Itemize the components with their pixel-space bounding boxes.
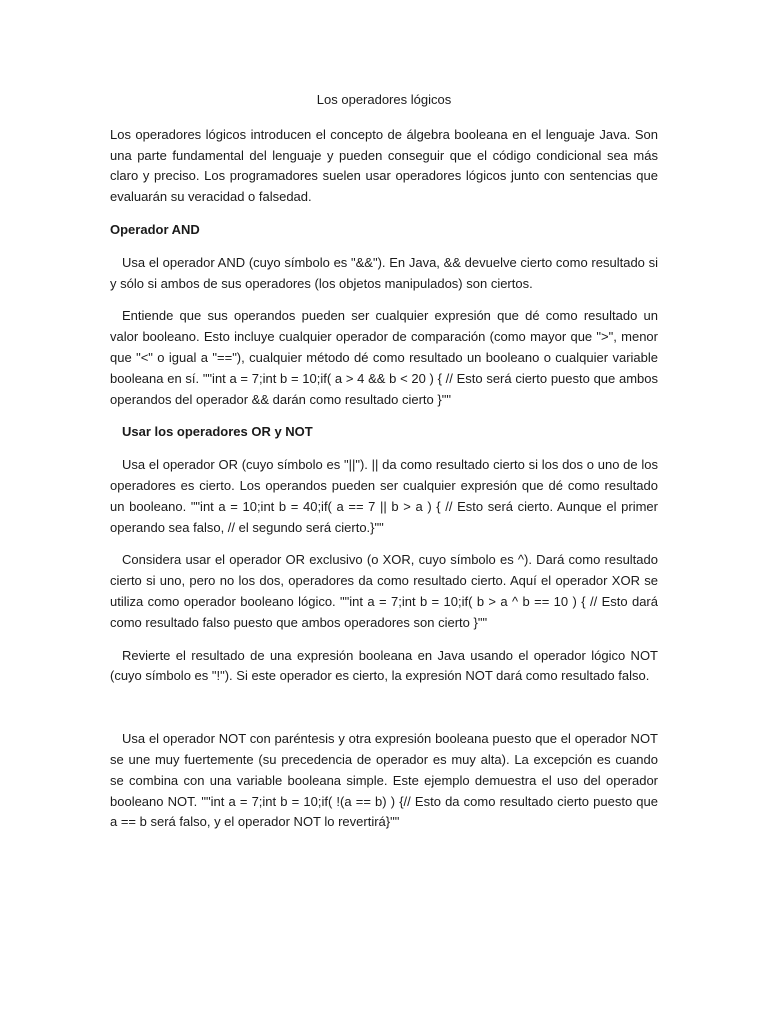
- intro-paragraph: Los operadores lógicos introducen el concepto de álgebra booleana en el lenguaje Java. Son una parte fundamental del lenguaje y pueden conseguir que el código condicional sea más claro y preciso. Los programadores suelen usar operadores lógicos junto con sentencias que evaluarán su veracidad o falsedad.: [110, 126, 658, 205]
- section-heading-or-not: Usar los operadores OR y NOT: [122, 424, 313, 440]
- and-paragraph-2: Entiende que sus operandos pueden ser cualquier expresión que dé como resultado un valor booleano. Esto incluye cualquier operador de comparación (como mayor que ">", menor que "<" o igual a "=="), cualquier método dé como resultado un booleano o cualquier variable booleana en sí. ""int a = 7;int b = 10;if( a > 4 && b < 20 ) { // Esto será cierto puesto que ambos operandos del operador && darán como resultado cierto }"": [110, 308, 658, 407]
- document-page: [110, 90, 658, 845]
- document-title: Los operadores lógicos: [316, 92, 452, 107]
- xor-paragraph: Considera usar el operador OR exclusivo (o XOR, cuyo símbolo es ^). Dará como resultado cierto si uno, pero no los dos, operadores da como resultado cierto. Aquí el operador XOR se utiliza como operador booleano lógico. ""int a = 7;int b = 10;if( b > a ^ b == 10 ) { // Esto dará como resultado falso puesto que ambos operadores son cierto }"": [110, 552, 658, 630]
- section-heading-and: Operador AND: [110, 221, 200, 237]
- not-paragraph-1: Revierte el resultado de una expresión booleana en Java usando el operador lógico NOT (cuyo símbolo es "!"). Si este operador es cierto, la expresión NOT dará como resultado falso.: [110, 647, 658, 684]
- and-paragraph-1: Usa el operador AND (cuyo símbolo es "&&"). En Java, && devuelve cierto como resultado si y sólo si ambos de sus operadores (los objetos manipulados) son ciertos.: [110, 254, 658, 291]
- or-paragraph-1: Usa el operador OR (cuyo símbolo es "||"). || da como resultado cierto si los dos o uno de los operadores es cierto. Los operandos pueden ser cualquier expresión que dé como resultado un booleano. ""int a = 10;int b = 40;if( a == 7 || b > a ) { // Esto será cierto. Aunque el primer operando sea falso, // el segundo será cierto.}"": [110, 457, 658, 535]
- not-paragraph-2: Usa el operador NOT con paréntesis y otra expresión booleana puesto que el operador NOT se une muy fuertemente (su precedencia de operador es muy alta). La excepción es cuando se combina con una variable booleana simple. Este ejemplo demuestra el uso del operador booleano NOT. ""int a = 7;int b = 10;if( !(a == b) ) {// Esto da como resultado cierto puesto que a == b será falso, y el operador NOT lo revertirá}"": [110, 731, 658, 830]
- blank-gap: [110, 699, 658, 729]
